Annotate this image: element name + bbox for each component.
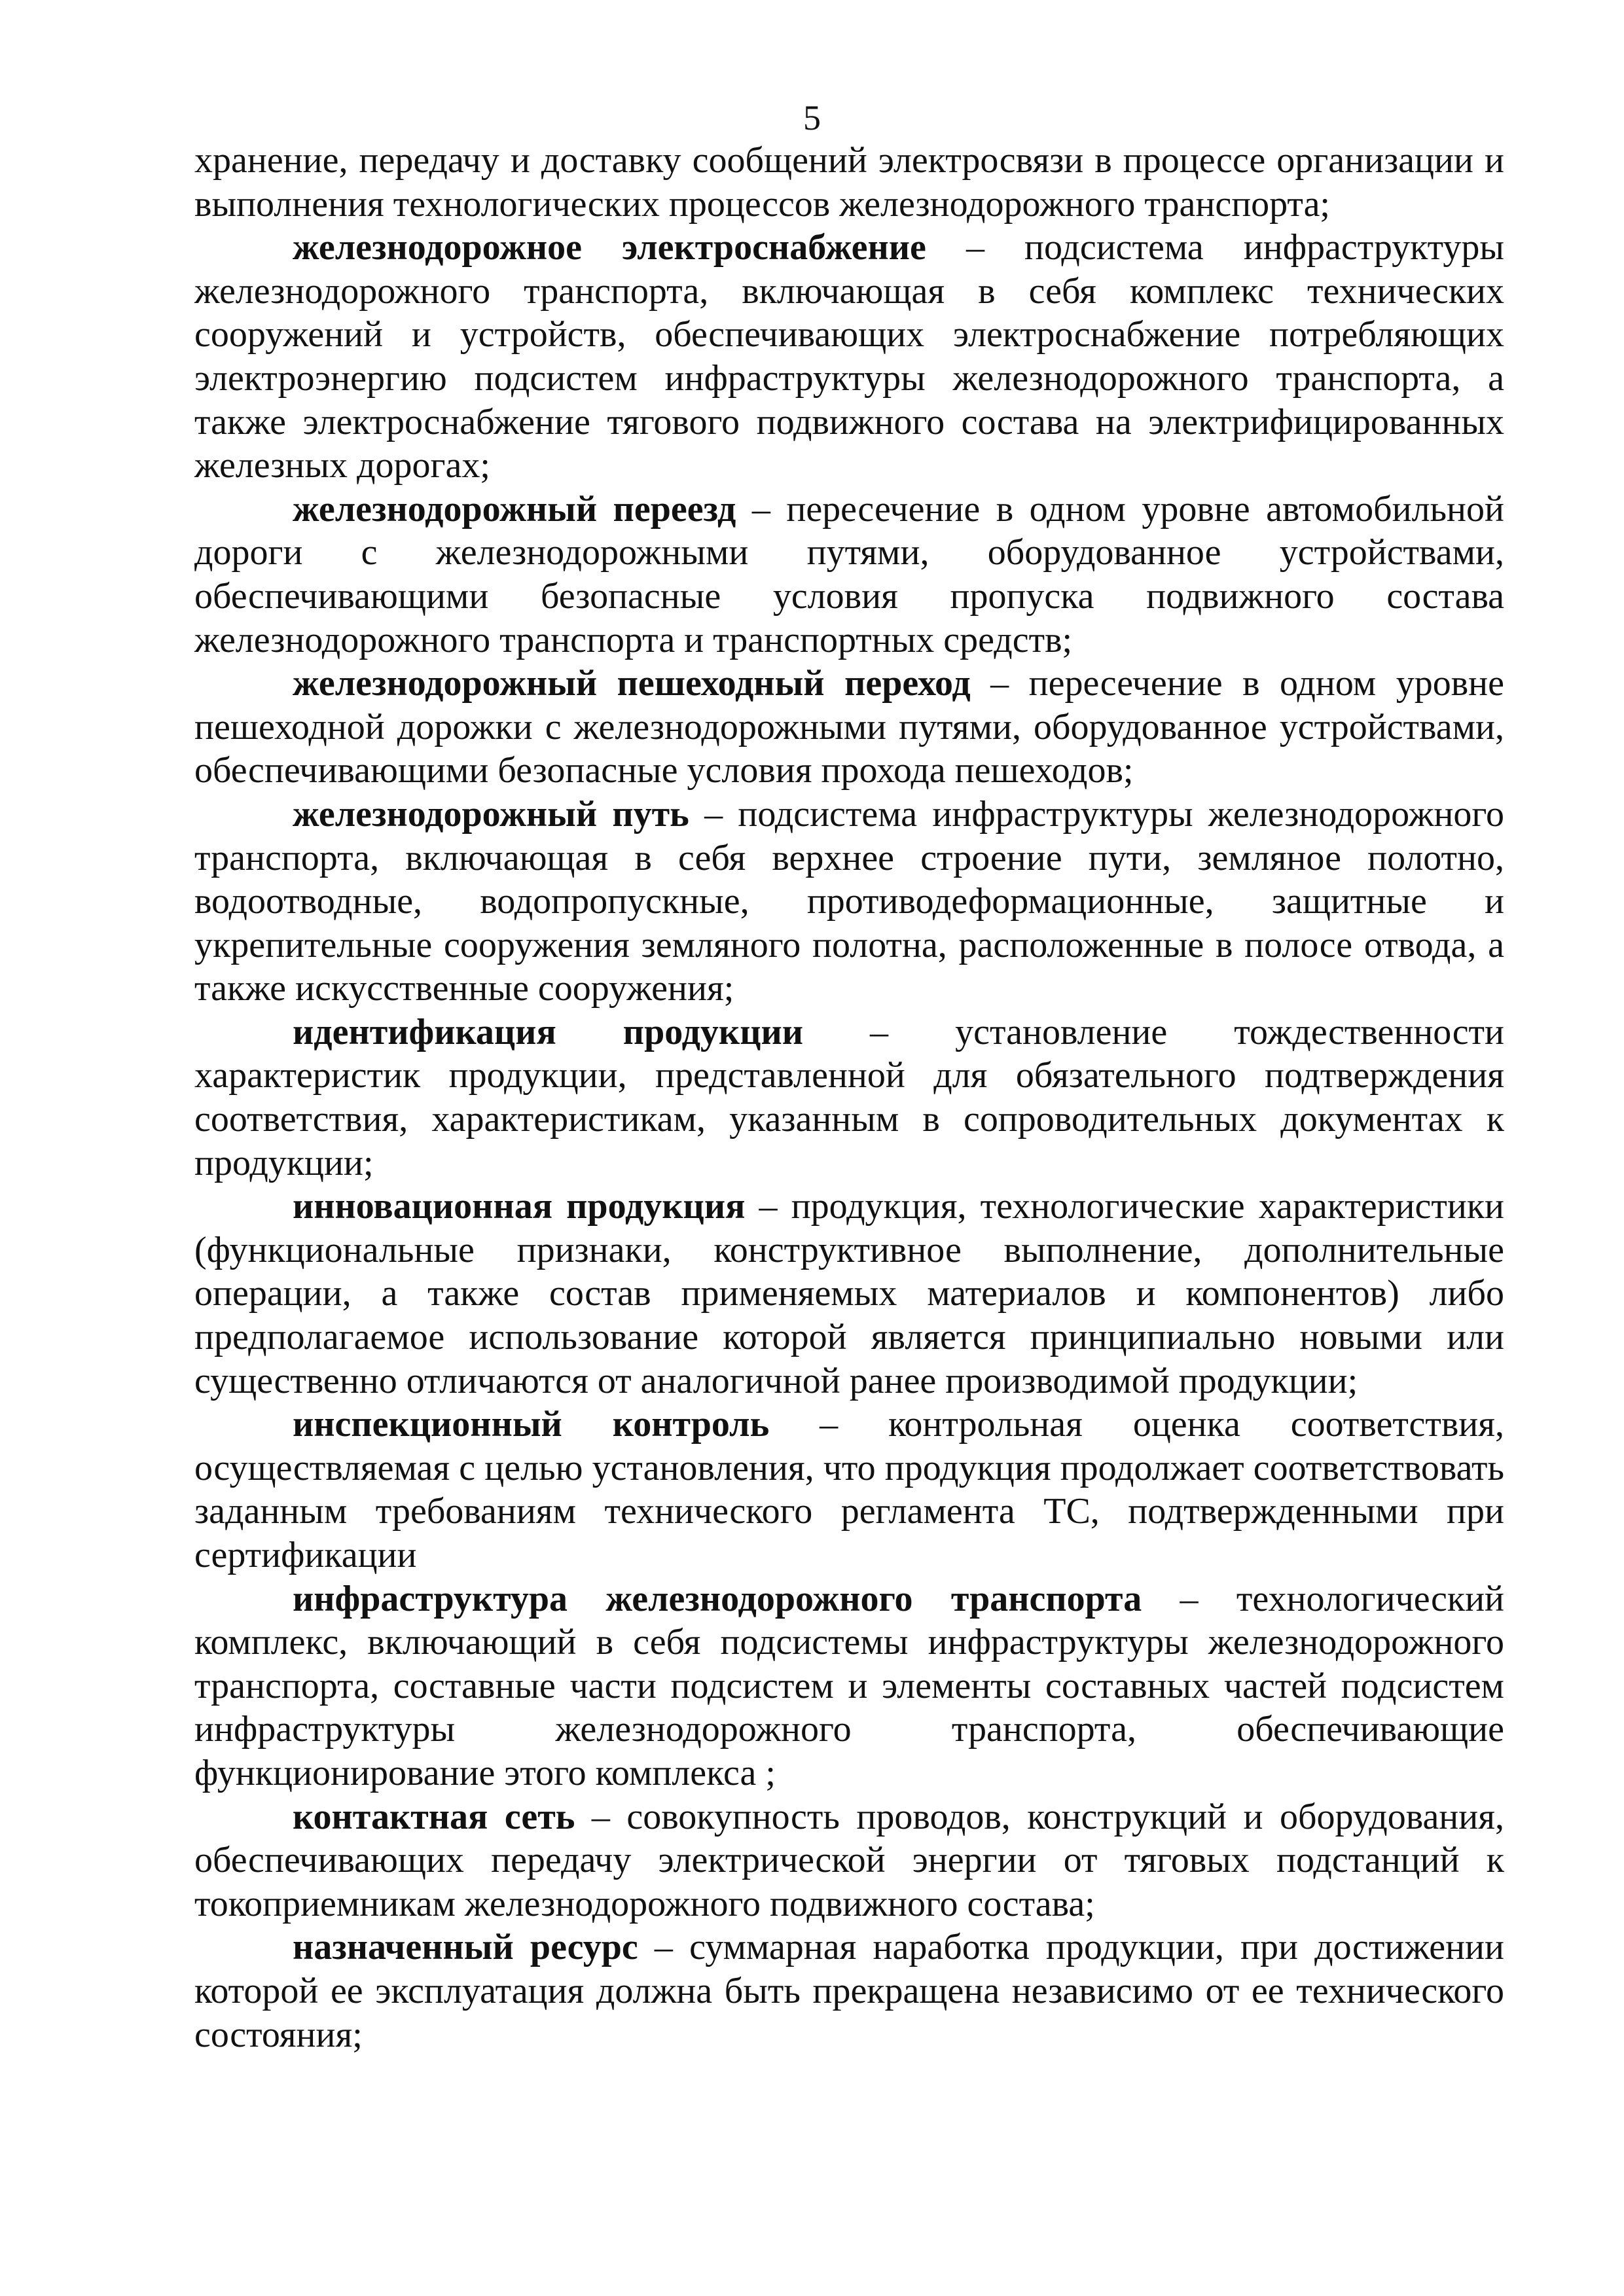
definition-paragraph <box>194 1403 1504 1577</box>
definition-paragraph <box>194 1926 1504 2056</box>
definition-term: инновационная продукция <box>293 1186 746 1227</box>
definition-term: контактная сеть <box>293 1796 575 1837</box>
document-body <box>194 139 1504 2056</box>
definition-text: – пересечение в одном уровне автомобильной дороги с железнодорожными путями, оборудованное устройствами, обеспечивающими безопасные условия пропуска подвижного состава железнодорожного транспорта и транспортных средств; <box>194 488 1504 660</box>
intro-paragraph: хранение, передачу и доставку сообщений электросвязи в процессе организации и выполнения технологических процессов железнодорожного транспорта; <box>194 140 1504 224</box>
definition-paragraph <box>194 226 1504 488</box>
definition-paragraph <box>194 662 1504 793</box>
definition-paragraph <box>194 1185 1504 1403</box>
definition-text: – подсистема инфраструктуры железнодорожного транспорта, включающая в себя верхнее строение пути, земляное полотно, водоотводные, водопропускные, противодеформационные, защитные и укрепительные сооружения земляного полотна, расположенные в полосе отвода, а также искусственные сооружения; <box>194 793 1505 1009</box>
definition-text: – пересечение в одном уровне пешеходной дорожки с железнодорожными путями, оборудованное устройствами, обеспечивающими безопасные условия прохода пешеходов; <box>194 663 1505 791</box>
definition-text: – продукция, технологические характеристики (функциональные признаки, конструктивное выполнение, дополнительные операции, а также состав применяемых материалов и компонентов) либо предполагаемое использование которой является принципиально новыми или существенно отличаются от аналогичной ранее производимой продукции; <box>194 1186 1504 1401</box>
definition-paragraph <box>194 1011 1504 1185</box>
definition-term: железнодорожный пешеходный переход <box>293 663 971 704</box>
definition-paragraph <box>194 1577 1504 1795</box>
definition-text: – контрольная оценка соответствия, осуществляемая с целью установления, что продукция продолжает соответствовать заданным требованиям технического регламента ТС, подтвержденными при сертификации <box>194 1404 1504 1575</box>
definition-text: – подсистема инфраструктуры железнодорожного транспорта, включающая в себя комплекс технических сооружений и устройств, обеспечивающих электроснабжение потребляющих электроэнергию подсистем инфраструктуры железнодорожного транспорта, а также электроснабжение тягового подвижного состава на электрифицированных железных дорогах; <box>194 227 1504 486</box>
definition-term: железнодорожное электроснабжение <box>293 227 926 268</box>
definition-term: инфраструктура железнодорожного транспорта <box>293 1578 1142 1619</box>
definition-term: железнодорожный переезд <box>293 488 736 529</box>
definition-term: инспекционный контроль <box>293 1404 770 1445</box>
page-number: 5 <box>803 98 821 137</box>
definition-text: – установление тождественности характеристик продукции, представленной для обязательного подтверждения соответствия, характеристикам, указанным в сопроводительных документах к продукции; <box>194 1011 1504 1183</box>
definition-text: – совокупность проводов, конструкций и оборудования, обеспечивающих передачу электрической энергии от тяговых подстанций к токоприемникам железнодорожного подвижного состава; <box>194 1796 1504 1924</box>
definition-text: – технологический комплекс, включающий в себя подсистемы инфраструктуры железнодорожного транспорта, составные части подсистем и элементы составных частей подсистем инфраструктуры железнодорожного транспорта, обеспечивающие функционирование этого комплекса ; <box>194 1578 1504 1793</box>
definition-term: идентификация продукции <box>293 1011 803 1052</box>
definition-text: – суммарная наработка продукции, при достижении которой ее эксплуатация должна быть прекращена независимо от ее технического состояния; <box>194 1927 1504 2055</box>
definition-term: назначенный ресурс <box>293 1927 638 1968</box>
definition-paragraph <box>194 1795 1504 1926</box>
definition-paragraph <box>194 488 1504 662</box>
definition-paragraph <box>194 793 1504 1011</box>
definition-term: железнодорожный путь <box>293 793 689 834</box>
